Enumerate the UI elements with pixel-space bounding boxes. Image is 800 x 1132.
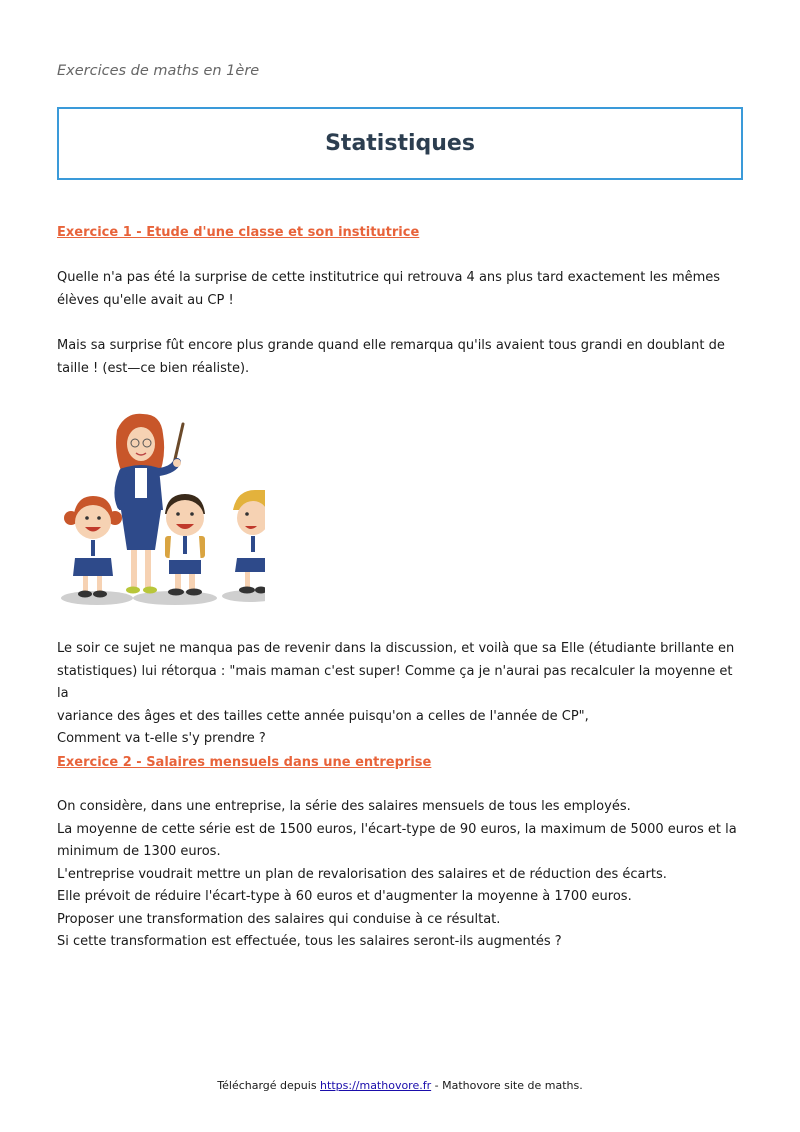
exercise-1-heading: Exercice 1 - Etude d'une classe et son institutrice — [57, 225, 420, 240]
footer-suffix: - Mathovore site de maths. — [431, 1079, 583, 1092]
page-footer — [0, 1079, 800, 1092]
teacher-with-pupils-illustration — [55, 410, 265, 606]
text-line: élèves qu'elle avait au CP ! — [57, 292, 234, 308]
exercise-1-paragraph-3 — [57, 638, 747, 751]
exercise-2-paragraph — [57, 796, 747, 954]
text-line: variance des âges et des tailles cette année puisqu'on a celles de l'année de CP", — [57, 708, 589, 724]
text-line: taille ! (est—ce bien réaliste). — [57, 360, 250, 376]
text-line: statistiques) lui rétorqua : "mais maman c'est super! Comme ça je n'aurai pas recalculer la moyenne et la — [57, 663, 733, 701]
text-line: Le soir ce sujet ne manqua pas de revenir dans la discussion, et voilà que sa Elle (étudiante brillante en — [57, 641, 735, 656]
page-title: Statistiques — [325, 131, 475, 156]
text-line: Mais sa surprise fût encore plus grande quand elle remarqua qu'ils avaient tous grandi en doublant de — [57, 338, 725, 353]
text-line: Si cette transformation est effectuée, tous les salaires seront-ils augmentés ? — [57, 934, 562, 949]
footer-prefix: Téléchargé depuis — [217, 1079, 321, 1092]
text-line: Comment va t-elle s'y prendre ? — [57, 731, 266, 746]
exercise-2-heading: Exercice 2 - Salaires mensuels dans une entreprise — [57, 755, 432, 770]
title-box — [57, 107, 743, 180]
text-line: Elle prévoit de réduire l'écart-type à 60 euros et d'augmenter la moyenne à 1700 euros. — [57, 889, 632, 904]
text-line: minimum de 1300 euros. — [57, 844, 221, 859]
text-line: On considère, dans une entreprise, la série des salaires mensuels de tous les employés. — [57, 799, 631, 814]
footer-link[interactable]: https://mathovore.fr — [320, 1079, 432, 1092]
text-line: L'entreprise voudrait mettre un plan de revalorisation des salaires et de réduction des écarts. — [57, 866, 667, 882]
text-line: Quelle n'a pas été la surprise de cette institutrice qui retrouva 4 ans plus tard exactement les mêmes — [57, 270, 721, 285]
exercise-1-paragraph-2 — [57, 335, 747, 380]
page-subtitle: Exercices de maths en 1ère — [57, 63, 260, 79]
exercise-1-paragraph-1 — [57, 267, 747, 312]
text-line: La moyenne de cette série est de 1500 euros, l'écart-type de 90 euros, la maximum de 5000 euros et la — [57, 821, 737, 837]
text-line: Proposer une transformation des salaires qui conduise à ce résultat. — [57, 911, 501, 927]
